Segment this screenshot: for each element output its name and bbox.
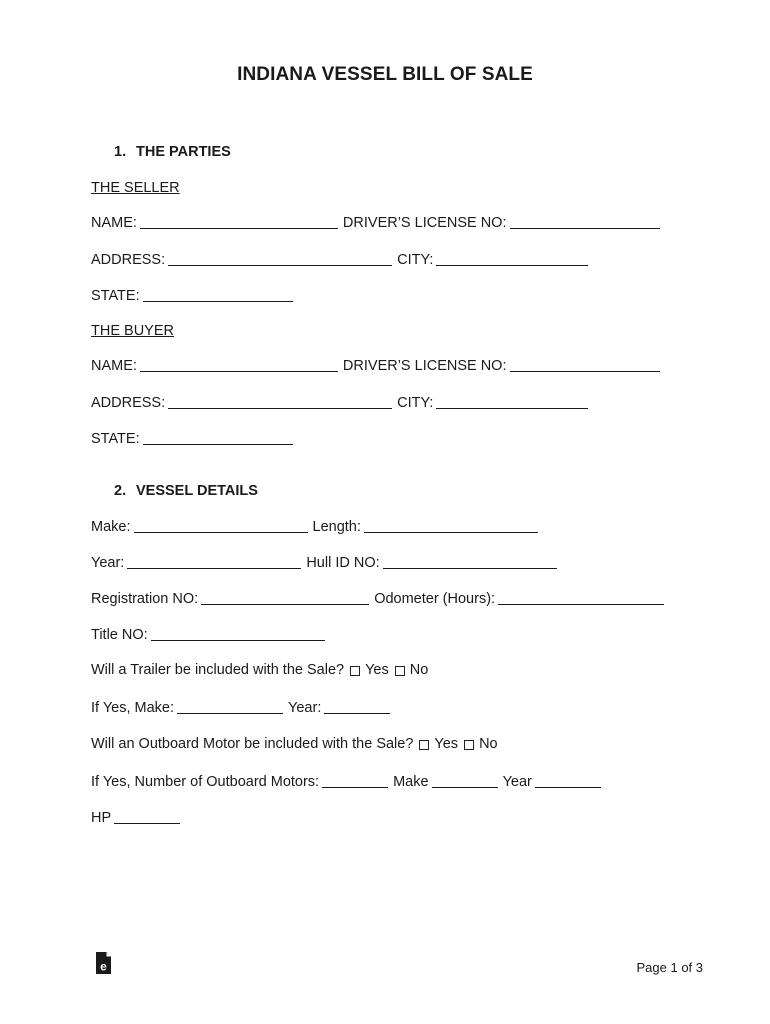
odometer-field[interactable] — [498, 590, 664, 605]
eforms-logo-icon — [95, 951, 112, 975]
length-field[interactable] — [364, 518, 538, 533]
field-label: If Yes, Number of Outboard Motors: — [91, 774, 320, 790]
trailer-details-row — [91, 699, 395, 716]
field-label: If Yes, Make: — [91, 700, 175, 716]
field-label: NAME: — [91, 358, 137, 374]
hull-id-field[interactable] — [383, 554, 557, 569]
trailer-make-field[interactable] — [177, 699, 283, 714]
motor-year-field[interactable] — [535, 773, 601, 788]
section-heading-vessel — [114, 483, 258, 499]
motor-question-row — [91, 736, 498, 752]
buyer-state-field[interactable] — [143, 430, 293, 445]
seller-name-row — [91, 214, 665, 231]
year-field[interactable] — [127, 554, 301, 569]
option-label: Yes — [365, 662, 389, 678]
field-label: Hull ID NO: — [306, 555, 380, 571]
trailer-no-checkbox[interactable] — [395, 666, 405, 676]
field-label: Make — [393, 774, 429, 790]
seller-name-field[interactable] — [140, 214, 338, 229]
field-label: Title NO: — [91, 627, 148, 643]
seller-state-row — [91, 287, 298, 304]
motor-yes-checkbox[interactable] — [419, 740, 429, 750]
trailer-question-row — [91, 662, 428, 678]
field-label: Make: — [91, 519, 131, 535]
option-label: No — [409, 662, 429, 678]
question-label: Will a Trailer be included with the Sale? — [91, 662, 345, 678]
field-label: DRIVER’S LICENSE NO: — [342, 215, 507, 231]
buyer-name-field[interactable] — [140, 357, 338, 372]
year-hull-row — [91, 554, 562, 571]
section-title: VESSEL DETAILS — [136, 483, 258, 499]
field-label: ADDRESS: — [91, 395, 166, 411]
make-length-row — [91, 518, 543, 535]
seller-city-field[interactable] — [436, 251, 588, 266]
option-label: No — [479, 736, 498, 752]
hp-field[interactable] — [114, 809, 180, 824]
motor-no-checkbox[interactable] — [464, 740, 474, 750]
option-label: Yes — [434, 736, 459, 752]
section-title: THE PARTIES — [136, 144, 231, 160]
buyer-name-row — [91, 357, 665, 374]
field-label: Odometer (Hours): — [374, 591, 496, 607]
trailer-year-field[interactable] — [324, 699, 390, 714]
seller-address-row — [91, 251, 593, 268]
field-label: Year — [502, 774, 532, 790]
buyer-license-field[interactable] — [510, 357, 660, 372]
field-label: STATE: — [91, 288, 140, 304]
make-field[interactable] — [134, 518, 308, 533]
field-label: NAME: — [91, 215, 137, 231]
section-heading-parties — [114, 144, 231, 160]
title-no-row — [91, 626, 330, 643]
motor-make-field[interactable] — [432, 773, 498, 788]
motor-count-field[interactable] — [322, 773, 388, 788]
field-label: STATE: — [91, 431, 140, 447]
hp-row — [91, 809, 185, 826]
seller-state-field[interactable] — [143, 287, 293, 302]
question-label: Will an Outboard Motor be included with the Sale? — [91, 736, 414, 752]
registration-field[interactable] — [201, 590, 369, 605]
buyer-state-row — [91, 430, 298, 447]
field-label: CITY: — [397, 252, 434, 268]
buyer-address-field[interactable] — [168, 394, 392, 409]
field-label: Year: — [288, 700, 322, 716]
title-no-field[interactable] — [151, 626, 325, 641]
svg-text:e: e — [100, 959, 107, 974]
section-number: 1. — [114, 144, 127, 160]
field-label: DRIVER’S LICENSE NO: — [342, 358, 507, 374]
page-number: Page 1 of 3 — [636, 960, 703, 975]
seller-address-field[interactable] — [168, 251, 392, 266]
field-label: Registration NO: — [91, 591, 199, 607]
seller-license-field[interactable] — [510, 214, 660, 229]
buyer-city-field[interactable] — [436, 394, 588, 409]
motor-details-row — [91, 773, 606, 790]
buyer-address-row — [91, 394, 593, 411]
field-label: Length: — [312, 519, 361, 535]
section-number: 2. — [114, 483, 127, 499]
trailer-yes-checkbox[interactable] — [350, 666, 360, 676]
field-label: HP — [91, 810, 112, 826]
field-label: ADDRESS: — [91, 252, 166, 268]
document-title: INDIANA VESSEL BILL OF SALE — [237, 64, 533, 85]
field-label: Year: — [91, 555, 125, 571]
seller-subheading: THE SELLER — [91, 180, 180, 196]
field-label: CITY: — [397, 395, 434, 411]
buyer-subheading: THE BUYER — [91, 323, 174, 339]
registration-odometer-row — [91, 590, 669, 607]
